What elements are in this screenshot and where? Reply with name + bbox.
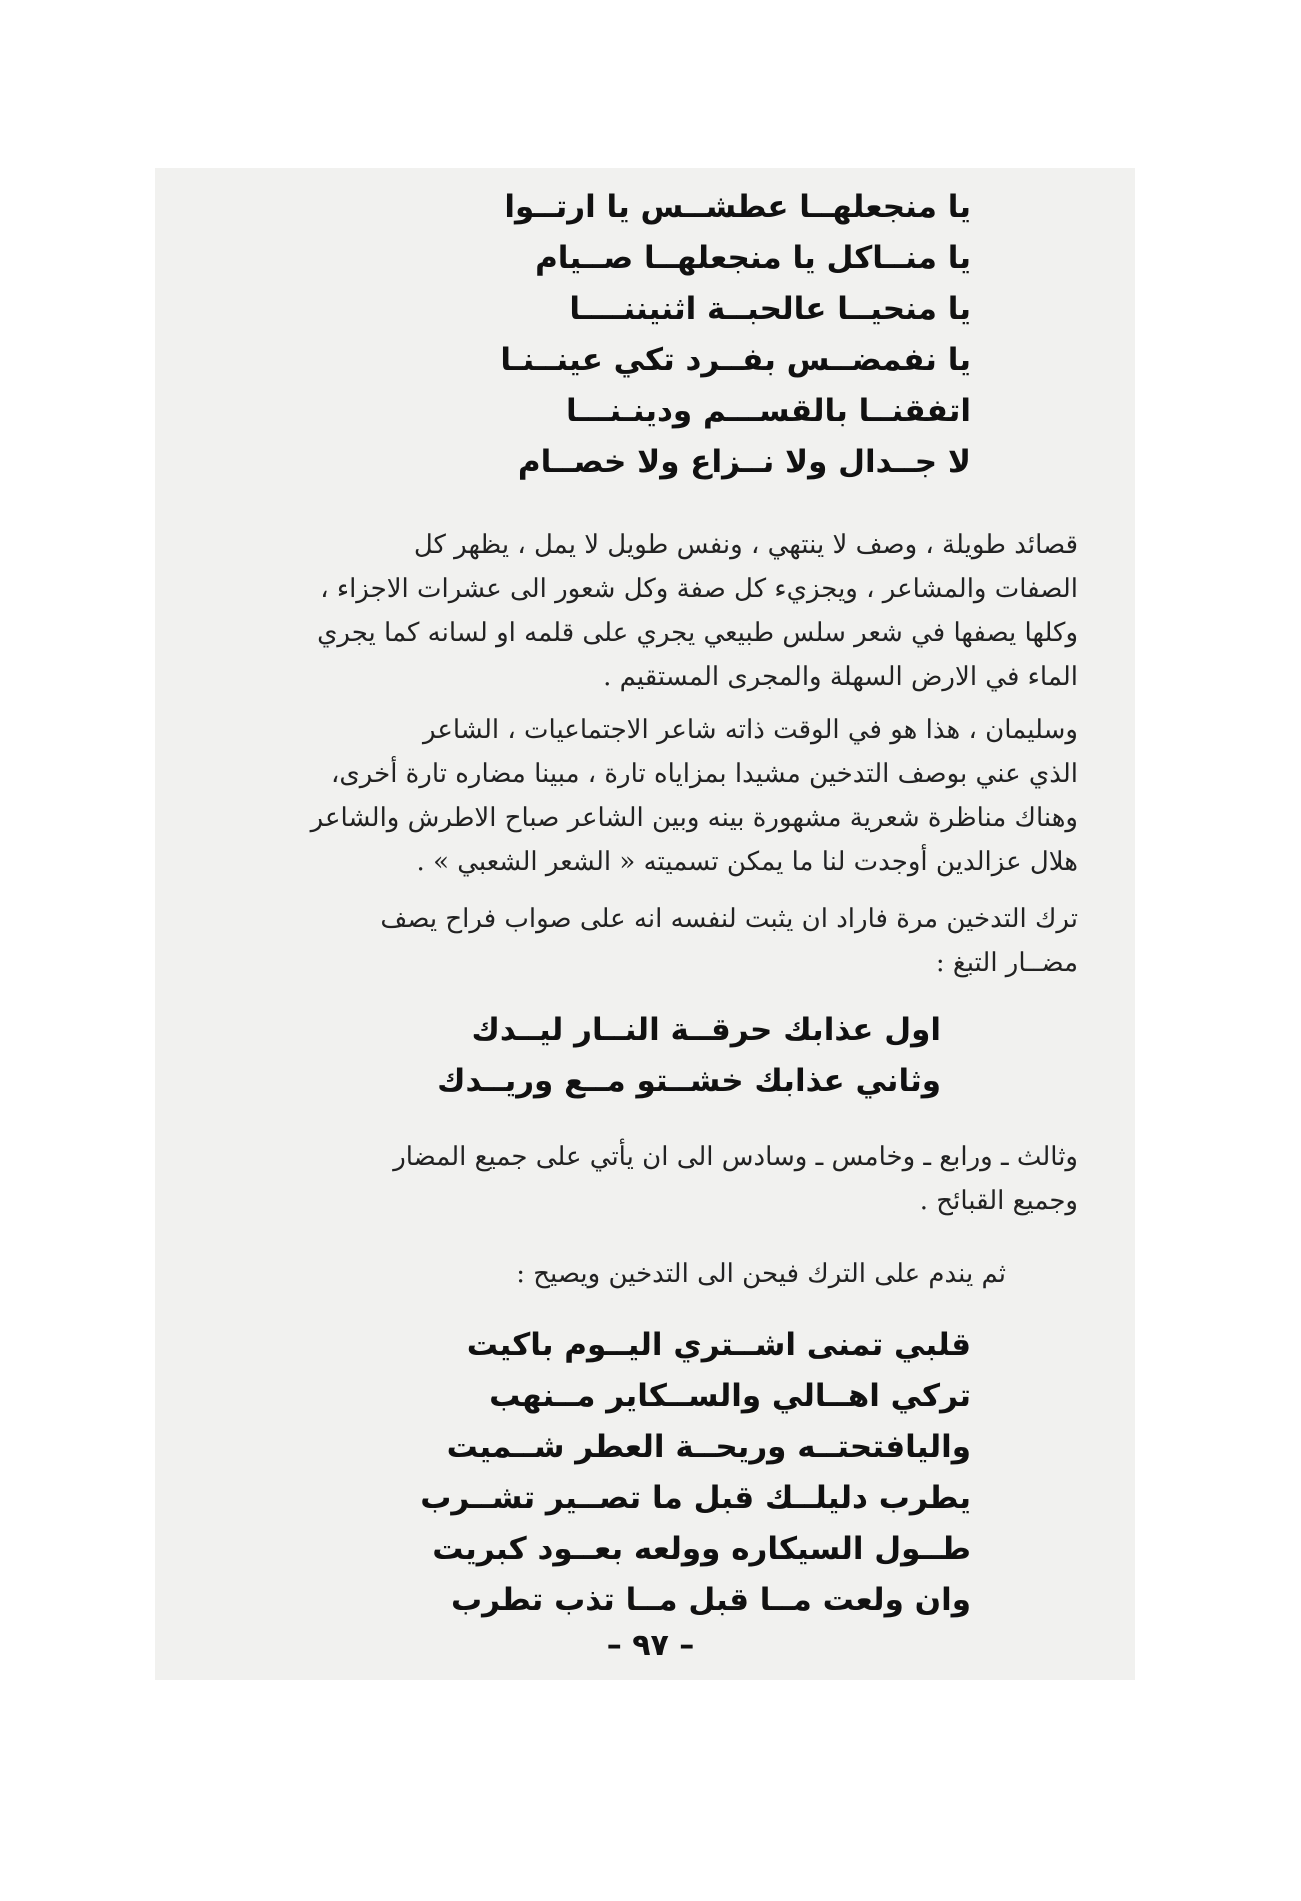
text-line: وهناك مناظرة شعرية مشهورة بينه وبين الشاعر صباح الاطرش والشاعر: [310, 803, 1078, 833]
text-line: وسليمان ، هذا هو في الوقت ذاته شاعر الاجتماعيات ، الشاعر: [423, 715, 1078, 745]
text-line: مضــار التبغ :: [935, 948, 1078, 978]
poem-line: واليافتحتــه وريحــة العطر شــميت: [446, 1429, 971, 1465]
text-line: قصائد طويلة ، وصف لا ينتهي ، ونفس طويل لا يمل ، يظهر كل: [413, 530, 1078, 560]
poem-line: يا منحيــا عالحبــة اثنيننــــا: [569, 291, 971, 327]
poem-line: يطرب دليلــك قبل ما تصــير تشــرب: [420, 1480, 971, 1516]
paragraph-3: [218, 897, 1078, 985]
paragraph-5: [218, 1252, 1006, 1296]
text-line: الذي عني بوصف التدخين مشيدا بمزاياه تارة ، مبينا مضاره تارة أخرى،: [331, 759, 1078, 789]
paragraph-4: [218, 1135, 1078, 1223]
poem-line: قلبي تمنى اشــتري اليــوم باكيت: [466, 1327, 971, 1363]
text-line: وثالث ـ ورابع ـ وخامس ـ وسادس الى ان يأتي على جميع المضار: [393, 1142, 1078, 1172]
poem-line: وان ولعت مــا قبل مــا تذب تطرب: [451, 1582, 971, 1618]
poem-line: اتفقنــا بالقســـم ودينـنـــا: [566, 393, 971, 429]
poem-stanza-1: [500, 182, 971, 488]
text-line: وجميع القبائح .: [919, 1186, 1078, 1216]
poem-line: وثاني عذابك خشــتو مــع وريــدك: [437, 1063, 941, 1099]
text-line: الصفات والمشاعر ، ويجزيء كل صفة وكل شعور الى عشرات الاجزاء ،: [320, 574, 1078, 604]
poem-stanza-3: [420, 1320, 971, 1626]
poem-line: تركي اهــالي والســكاير مــنهب: [489, 1378, 971, 1414]
text-line: ترك التدخين مرة فاراد ان يثبت لنفسه انه على صواب فراح يصف: [380, 904, 1078, 934]
poem-line: يا منجعلهــا عطشــس يا ارتــوا: [504, 189, 971, 225]
page-number: – ٩٧ –: [606, 1628, 695, 1663]
poem-line: يا منــاكل يا منجعلهــا صــيام: [535, 240, 971, 276]
paragraph-2: [218, 708, 1078, 884]
poem-line: يا نفمضــس بفــرد تكي عينــنـا: [500, 342, 971, 378]
poem-line: طــول السيكاره وولعه بعــود كبريت: [432, 1531, 971, 1567]
text-line: وكلها يصفها في شعر سلس طبيعي يجري على قلمه او لسانه كما يجري: [317, 618, 1078, 648]
poem-stanza-2: [437, 1005, 941, 1107]
text-line: ثم يندم على الترك فيحن الى التدخين ويصيح :: [516, 1259, 1006, 1289]
paragraph-1: [218, 523, 1078, 699]
text-line: هلال عزالدين أوجدت لنا ما يمكن تسميته « الشعر الشعبي » .: [416, 847, 1078, 877]
poem-line: اول عذابك حرقــة النــار ليــدك: [471, 1012, 941, 1048]
poem-line: لا جــدال ولا نــزاع ولا خصــام: [517, 444, 971, 480]
text-line: الماء في الارض السهلة والمجرى المستقيم .: [603, 662, 1078, 692]
